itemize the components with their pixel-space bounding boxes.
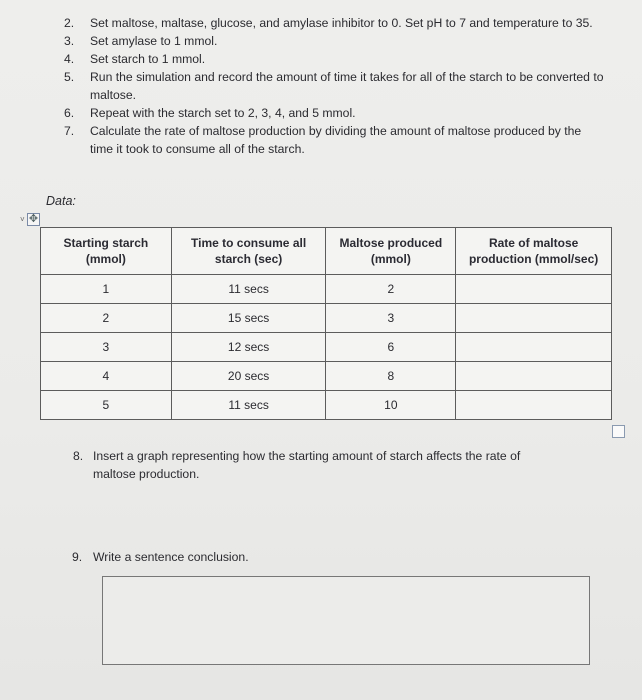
cell-maltose[interactable]: 2 bbox=[326, 275, 456, 304]
header-maltose-produced[interactable] bbox=[326, 228, 456, 275]
step-text: Run the simulation and record the amount of time it takes for all of the starch to be converted to maltose. bbox=[90, 70, 604, 102]
header-line: starch (sec) bbox=[214, 252, 283, 266]
step-number: 4. bbox=[64, 52, 75, 66]
cell-maltose[interactable]: 6 bbox=[326, 333, 456, 362]
cell-rate[interactable] bbox=[456, 391, 612, 420]
table-row bbox=[41, 304, 612, 333]
header-line: (mmol) bbox=[370, 252, 411, 266]
table-header-row bbox=[41, 228, 612, 275]
step-text: Set starch to 1 mmol. bbox=[90, 52, 206, 66]
data-section-label: Data: bbox=[46, 194, 76, 208]
cell-starting-starch[interactable]: 4 bbox=[41, 362, 172, 391]
step-number: 2. bbox=[64, 16, 75, 30]
cell-time[interactable]: 20 secs bbox=[171, 362, 326, 391]
header-rate-of-maltose[interactable] bbox=[456, 228, 612, 275]
question-number: 9. bbox=[72, 550, 83, 564]
table-row bbox=[41, 275, 612, 304]
step-3 bbox=[64, 32, 604, 50]
step-number: 3. bbox=[64, 34, 75, 48]
step-7 bbox=[64, 122, 604, 158]
conclusion-answer-box[interactable] bbox=[102, 576, 590, 665]
question-text: Insert a graph representing how the starting amount of starch affects the rate of maltose production. bbox=[93, 449, 521, 481]
header-line: Maltose produced bbox=[339, 236, 443, 250]
table-resize-handle[interactable] bbox=[612, 425, 625, 438]
table-row bbox=[41, 333, 612, 362]
cell-time[interactable]: 11 secs bbox=[171, 391, 326, 420]
table-row bbox=[41, 391, 612, 420]
cell-time[interactable]: 11 secs bbox=[171, 275, 326, 304]
header-line: Starting starch bbox=[63, 236, 149, 250]
header-starting-starch[interactable] bbox=[41, 228, 172, 275]
cell-starting-starch[interactable]: 5 bbox=[41, 391, 172, 420]
question-8 bbox=[73, 447, 553, 483]
step-text: Calculate the rate of maltose production by dividing the amount of maltose produced by the time it took to consume all of the starch. bbox=[90, 124, 582, 156]
question-text: Write a sentence conclusion. bbox=[93, 550, 249, 564]
cell-maltose[interactable]: 10 bbox=[326, 391, 456, 420]
step-text: Set maltose, maltase, glucose, and amylase inhibitor to 0. Set pH to 7 and temperature to 35. bbox=[90, 16, 593, 30]
header-line: Time to consume all bbox=[191, 236, 307, 250]
cell-starting-starch[interactable]: 1 bbox=[41, 275, 172, 304]
step-number: 6. bbox=[64, 106, 75, 120]
data-table bbox=[40, 227, 612, 420]
cell-time[interactable]: 12 secs bbox=[171, 333, 326, 362]
step-number: 5. bbox=[64, 70, 75, 84]
table-row bbox=[41, 362, 612, 391]
step-text: Repeat with the starch set to 2, 3, 4, and 5 mmol. bbox=[90, 106, 356, 120]
header-line: production (mmol/sec) bbox=[468, 252, 599, 266]
step-number: 7. bbox=[64, 124, 75, 138]
cell-rate[interactable] bbox=[456, 304, 612, 333]
instruction-steps bbox=[64, 14, 604, 158]
header-time-to-consume[interactable] bbox=[171, 228, 326, 275]
cell-maltose[interactable]: 8 bbox=[326, 362, 456, 391]
cell-maltose[interactable]: 3 bbox=[326, 304, 456, 333]
table-move-handle-icon[interactable]: ✥ bbox=[28, 213, 39, 225]
step-4 bbox=[64, 50, 604, 68]
cell-time[interactable]: 15 secs bbox=[171, 304, 326, 333]
step-2 bbox=[64, 14, 604, 32]
cell-rate[interactable] bbox=[456, 362, 612, 391]
step-5 bbox=[64, 68, 604, 104]
step-text: Set amylase to 1 mmol. bbox=[90, 34, 218, 48]
cell-starting-starch[interactable]: 3 bbox=[41, 333, 172, 362]
anchor-dot-icon: ˅ bbox=[20, 215, 25, 224]
cell-rate[interactable] bbox=[456, 333, 612, 362]
step-6 bbox=[64, 104, 604, 122]
question-number: 8. bbox=[73, 449, 84, 463]
question-9 bbox=[72, 550, 249, 564]
cell-rate[interactable] bbox=[456, 275, 612, 304]
header-line: Rate of maltose bbox=[488, 236, 579, 250]
cell-starting-starch[interactable]: 2 bbox=[41, 304, 172, 333]
header-line: (mmol) bbox=[85, 252, 126, 266]
